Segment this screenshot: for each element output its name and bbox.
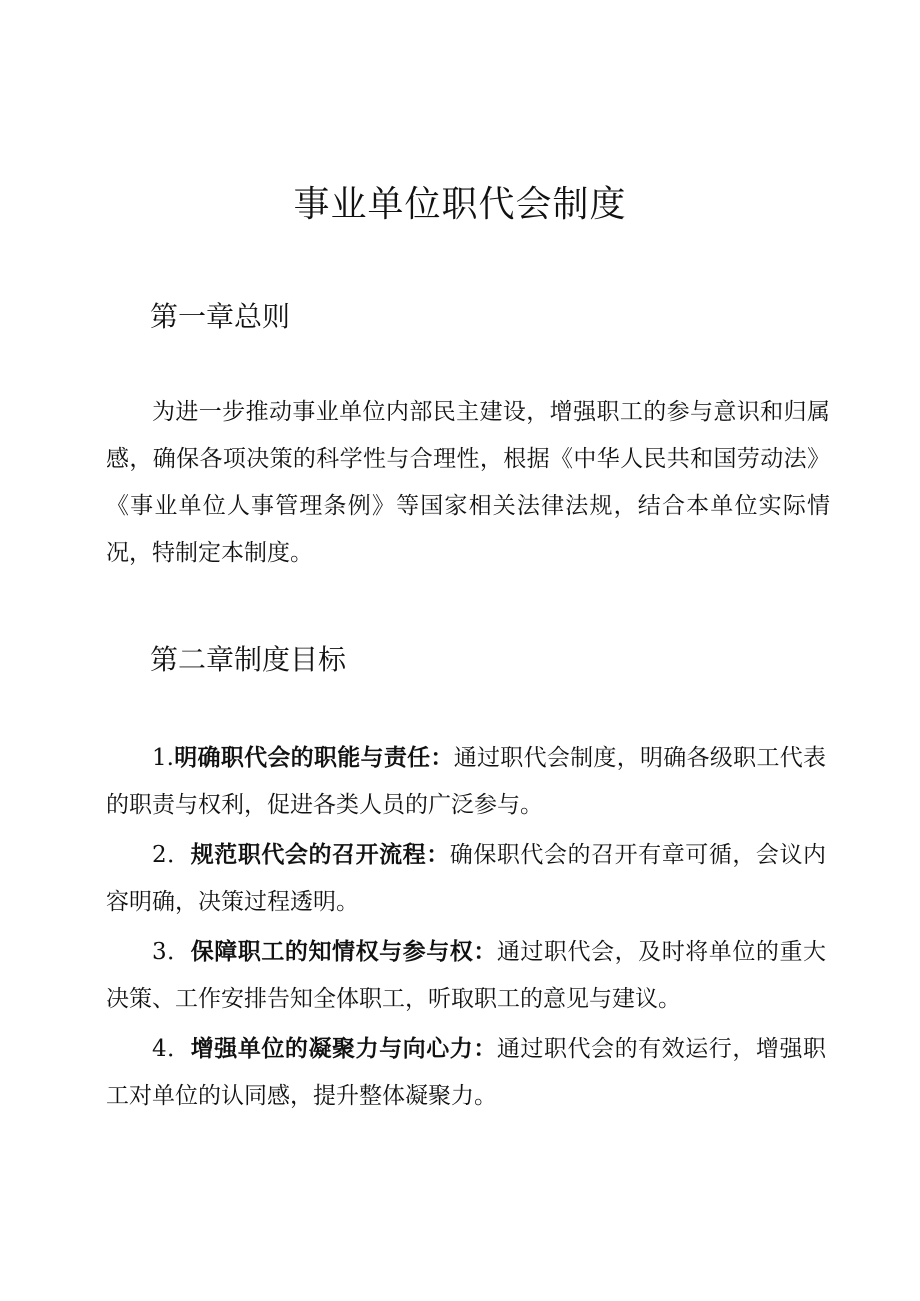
goal-number: 2． — [152, 842, 191, 868]
goal-term: 保障职工的知情权与参与权： — [190, 939, 497, 965]
goal-number: 3． — [152, 939, 191, 965]
goal-number: 1. — [152, 745, 174, 771]
chapter-2-heading: 第二章制度目标 — [150, 643, 347, 676]
goal-text: 通过职代会制度，明确各级职工代表的职责与权利，促进各类人员的广泛参与。 — [106, 745, 827, 818]
goal-number: 4． — [152, 1036, 191, 1062]
chapter-1-heading: 第一章总则 — [150, 300, 291, 333]
goal-text: 确保职代会的召开有章可循，会议内容明确，决策过程透明。 — [106, 842, 827, 915]
goal-item — [106, 929, 826, 1023]
goal-item — [106, 832, 826, 926]
goal-term: 增强单位的凝聚力与向心力： — [190, 1036, 497, 1062]
goal-item — [106, 1026, 826, 1120]
goal-term: 规范职代会的召开流程： — [190, 842, 450, 868]
goal-text: 通过职代会，及时将单位的重大决策、工作安排告知全体职工，听取职工的意见与建议。 — [106, 939, 827, 1012]
chapter-1-paragraph: 为进一步推动事业单位内部民主建设，增强职工的参与意识和归属感，确保各项决策的科学性与合理性，根据《中华人民共和国劳动法》《事业单位人事管理条例》等国家相关法律法规，结合本单位实际情况，特制定本制度。 — [106, 399, 830, 566]
goal-list — [106, 735, 826, 1123]
document-title: 事业单位职代会制度 — [293, 184, 627, 225]
goal-term: 明确职代会的职能与责任： — [173, 745, 454, 771]
goal-text: 通过职代会的有效运行，增强职工对单位的认同感，提升整体凝聚力。 — [106, 1036, 827, 1109]
goal-item — [106, 735, 826, 829]
